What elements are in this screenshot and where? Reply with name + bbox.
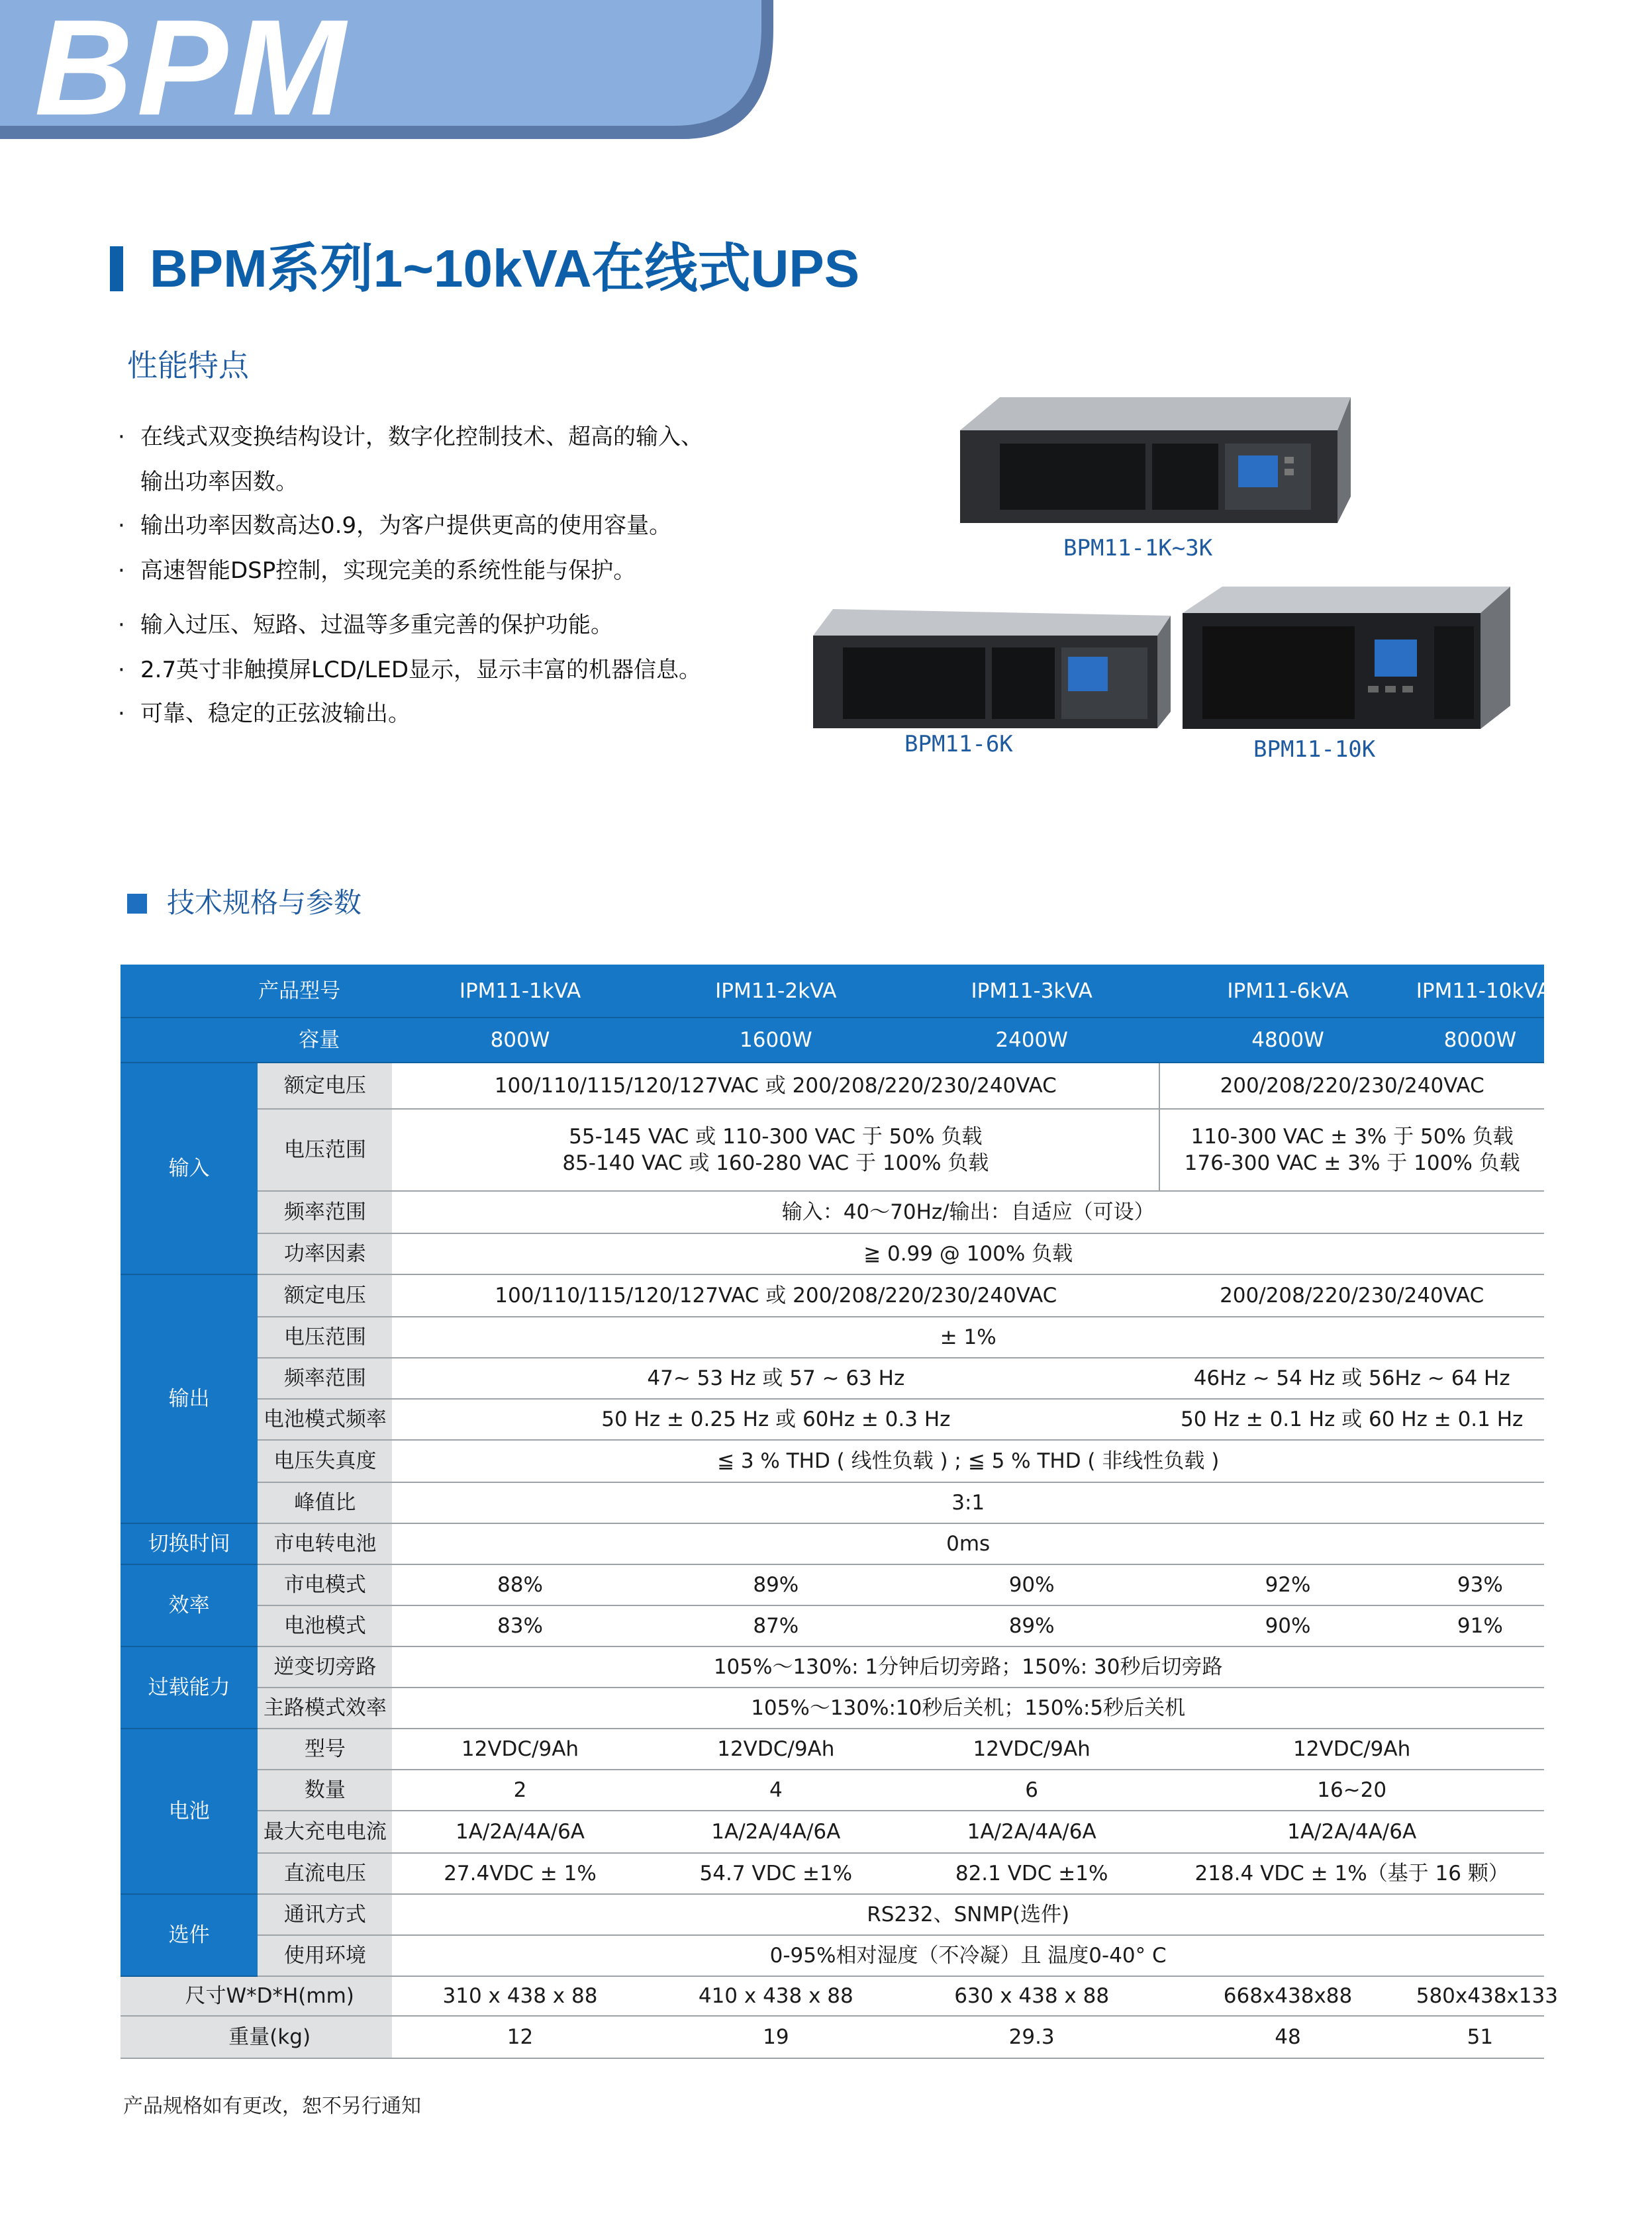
value-cell: 29.3: [904, 2016, 1159, 2058]
product-caption: BPM11-1K~3K: [1063, 535, 1213, 561]
value-cell: 12: [392, 2016, 648, 2058]
value-cell: 1A/2A/4A/6A: [392, 1811, 648, 1853]
spec-heading-square: [127, 894, 147, 914]
value-cell: 310 x 438 x 88: [392, 1976, 648, 2016]
value-cell: 12VDC/9Ah: [1159, 1729, 1544, 1770]
value-cell: 54.7 VDC ±1%: [648, 1853, 904, 1894]
value-cell: 1A/2A/4A/6A: [1159, 1811, 1544, 1853]
value-cell: 12VDC/9Ah: [392, 1729, 648, 1770]
bullet: ·: [118, 512, 125, 539]
brand-logo-text: BPM: [34, 0, 350, 144]
value-cell: 200/208/220/230/240VAC: [1159, 1274, 1544, 1317]
table-row: [121, 1646, 1544, 1688]
row-label: 电压失真度: [258, 1440, 392, 1482]
capacity-cell: 800W: [392, 1018, 648, 1063]
feature-item: · 可靠、稳定的正弦波输出。: [118, 698, 411, 729]
value-cell: 输入：40～70Hz/输出：自适应（可设）: [392, 1191, 1544, 1233]
feature-item: · 2.7英寸非触摸屏LCD/LED显示，显示丰富的机器信息。: [118, 655, 701, 685]
features-heading: 性能特点: [127, 348, 249, 383]
table-row: [121, 1358, 1544, 1399]
value-cell: 46Hz ~ 54 Hz 或 56Hz ~ 64 Hz: [1159, 1358, 1544, 1399]
row-label: 通讯方式: [258, 1894, 392, 1935]
title-accent-bar: [110, 246, 123, 291]
value-cell: 200/208/220/230/240VAC: [1159, 1063, 1544, 1109]
value-cell: 2: [392, 1770, 648, 1811]
table-row: [121, 1440, 1544, 1482]
row-label: 峰值比: [258, 1482, 392, 1523]
value-cell: 580x438x133: [1416, 1976, 1544, 2016]
capacity-cell: 2400W: [904, 1018, 1159, 1063]
table-row: [121, 1317, 1544, 1358]
table-row: [121, 1523, 1544, 1564]
capacity-label: 容量: [121, 1018, 392, 1063]
row-label: 主路模式效率: [258, 1688, 392, 1729]
row-label: 市电模式: [258, 1564, 392, 1605]
table-row: [121, 1853, 1544, 1894]
value-cell: ≧ 0.99 @ 100% 负载: [392, 1233, 1544, 1274]
value-cell: 12VDC/9Ah: [648, 1729, 904, 1770]
value-cell: 630 x 438 x 88: [904, 1976, 1159, 2016]
value-cell: 82.1 VDC ±1%: [904, 1853, 1159, 1894]
value-cell: 12VDC/9Ah: [904, 1729, 1159, 1770]
bullet: ·: [118, 657, 125, 683]
spec-table: [121, 965, 1558, 2059]
value-cell: 83%: [392, 1605, 648, 1646]
table-row: [121, 1688, 1544, 1729]
feature-item: · 在线式双变换结构设计，数字化控制技术、超高的输入、: [118, 422, 703, 452]
table-row: [121, 1191, 1544, 1233]
value-cell: 19: [648, 2016, 904, 2058]
table-row: [121, 1482, 1544, 1523]
table-row: [121, 965, 1544, 1018]
table-row: [121, 1564, 1544, 1605]
models-label: 产品型号: [121, 965, 392, 1018]
table-row: [121, 2016, 1544, 2058]
value-cell: 48: [1159, 2016, 1416, 2058]
spec-heading: 技术规格与参数: [167, 886, 362, 919]
product-caption: BPM11-6K: [904, 731, 1013, 757]
row-label: 尺寸W*D*H(mm): [121, 1976, 392, 2016]
model-cell: IPM11-10kVA: [1416, 965, 1544, 1018]
group-label: 电池: [121, 1729, 258, 1894]
value-cell: 93%: [1416, 1564, 1544, 1605]
value-cell: 47~ 53 Hz 或 57 ~ 63 Hz: [392, 1358, 1159, 1399]
value-cell: 105%～130%: 1分钟后切旁路；150%: 30秒后切旁路: [392, 1646, 1544, 1688]
row-label: 使用环境: [258, 1935, 392, 1976]
group-label: 效率: [121, 1564, 258, 1646]
value-cell: 0-95%相对湿度（不冷凝）且 温度0-40° C: [392, 1935, 1544, 1976]
page-title: BPM系列1~10kVA在线式UPS: [150, 239, 860, 298]
row-label: 额定电压: [258, 1274, 392, 1317]
group-label: 切换时间: [121, 1523, 258, 1564]
group-label: 输入: [121, 1063, 258, 1274]
feature-item: · 高速智能DSP控制，实现完美的系统性能与保护。: [118, 555, 636, 586]
value-cell: 4: [648, 1770, 904, 1811]
table-row: [121, 1976, 1544, 2016]
value-cell: 51: [1416, 2016, 1544, 2058]
feature-item: · 输出功率因数高达0.9，为客户提供更高的使用容量。: [118, 510, 671, 541]
value-cell: 1A/2A/4A/6A: [648, 1811, 904, 1853]
table-row: [121, 1770, 1544, 1811]
table-row: [121, 1811, 1544, 1853]
value-cell: 90%: [1159, 1605, 1416, 1646]
value-cell: 0ms: [392, 1523, 1544, 1564]
bullet: ·: [118, 424, 125, 450]
feature-item: 输出功率因数。: [140, 469, 298, 495]
table-row: [121, 1935, 1544, 1976]
value-cell: 668x438x88: [1159, 1976, 1416, 2016]
row-label: 电池模式: [258, 1605, 392, 1646]
row-label: 逆变切旁路: [258, 1646, 392, 1688]
group-label: 输出: [121, 1274, 258, 1523]
ups-10k-image: [1183, 580, 1514, 732]
table-row: [121, 1729, 1544, 1770]
value-cell: 1A/2A/4A/6A: [904, 1811, 1159, 1853]
group-label: 过载能力: [121, 1646, 258, 1729]
value-cell: 55-145 VAC 或 110-300 VAC 于 50% 负载 85-140 VAC 或 160-280 VAC 于 100% 负载: [392, 1109, 1159, 1191]
value-cell: ± 1%: [392, 1317, 1544, 1358]
feature-item: · 输入过压、短路、过温等多重完善的保护功能。: [118, 610, 613, 640]
value-cell: 50 Hz ± 0.25 Hz 或 60Hz ± 0.3 Hz: [392, 1399, 1159, 1440]
ups-1k-3k-image: [953, 391, 1351, 523]
row-label: 型号: [258, 1729, 392, 1770]
model-cell: IPM11-2kVA: [648, 965, 904, 1018]
table-row: [121, 1274, 1544, 1317]
row-label: 频率范围: [258, 1191, 392, 1233]
value-cell: 91%: [1416, 1605, 1544, 1646]
value-cell: 87%: [648, 1605, 904, 1646]
table-row: [121, 1605, 1544, 1646]
footnote: 产品规格如有更改，恕不另行通知: [123, 2095, 421, 2118]
capacity-cell: 1600W: [648, 1018, 904, 1063]
value-cell: 110-300 VAC ± 3% 于 50% 负载 176-300 VAC ± 3% 于 100% 负载: [1159, 1109, 1544, 1191]
value-cell: RS232、SNMP(选件): [392, 1894, 1544, 1935]
table-row: [121, 1018, 1544, 1063]
value-cell: 89%: [904, 1605, 1159, 1646]
product-caption: BPM11-10K: [1253, 736, 1376, 763]
row-label: 最大充电电流: [258, 1811, 392, 1853]
bullet: ·: [118, 700, 125, 727]
capacity-cell: 4800W: [1159, 1018, 1416, 1063]
row-label: 重量(kg): [121, 2016, 392, 2058]
bullet: ·: [118, 557, 125, 584]
value-cell: 16~20: [1159, 1770, 1544, 1811]
row-label: 频率范围: [258, 1358, 392, 1399]
row-label: 电池模式频率: [258, 1399, 392, 1440]
table-row: [121, 1233, 1544, 1274]
value-cell: 410 x 438 x 88: [648, 1976, 904, 2016]
value-cell: 3:1: [392, 1482, 1544, 1523]
value-cell: 218.4 VDC ± 1%（基于 16 颗）: [1159, 1853, 1544, 1894]
capacity-cell: 8000W: [1416, 1018, 1544, 1063]
bullet: ·: [118, 612, 125, 638]
value-cell: 100/110/115/120/127VAC 或 200/208/220/230/240VAC: [392, 1063, 1159, 1109]
value-cell: 100/110/115/120/127VAC 或 200/208/220/230/240VAC: [392, 1274, 1159, 1317]
value-cell: 92%: [1159, 1564, 1416, 1605]
table-row: [121, 1063, 1544, 1109]
model-cell: IPM11-6kVA: [1159, 965, 1416, 1018]
value-cell: 90%: [904, 1564, 1159, 1605]
value-cell: 88%: [392, 1564, 648, 1605]
table-row: [121, 1109, 1544, 1191]
row-label: 功率因素: [258, 1233, 392, 1274]
model-cell: IPM11-3kVA: [904, 965, 1159, 1018]
row-label: 电压范围: [258, 1109, 392, 1191]
value-cell: 105%～130%:10秒后关机；150%:5秒后关机: [392, 1688, 1544, 1729]
model-cell: IPM11-1kVA: [392, 965, 648, 1018]
row-label: 数量: [258, 1770, 392, 1811]
row-label: 电压范围: [258, 1317, 392, 1358]
value-cell: 89%: [648, 1564, 904, 1605]
group-label: 选件: [121, 1894, 258, 1976]
row-label: 额定电压: [258, 1063, 392, 1109]
row-label: 市电转电池: [258, 1523, 392, 1564]
ups-6k-image: [806, 596, 1171, 735]
value-cell: ≦ 3 % THD ( 线性负载 ) ; ≦ 5 % THD ( 非线性负载 ): [392, 1440, 1544, 1482]
value-cell: 6: [904, 1770, 1159, 1811]
table-row: [121, 1399, 1544, 1440]
row-label: 直流电压: [258, 1853, 392, 1894]
table-row: [121, 1894, 1544, 1935]
value-cell: 50 Hz ± 0.1 Hz 或 60 Hz ± 0.1 Hz: [1159, 1399, 1544, 1440]
value-cell: 27.4VDC ± 1%: [392, 1853, 648, 1894]
